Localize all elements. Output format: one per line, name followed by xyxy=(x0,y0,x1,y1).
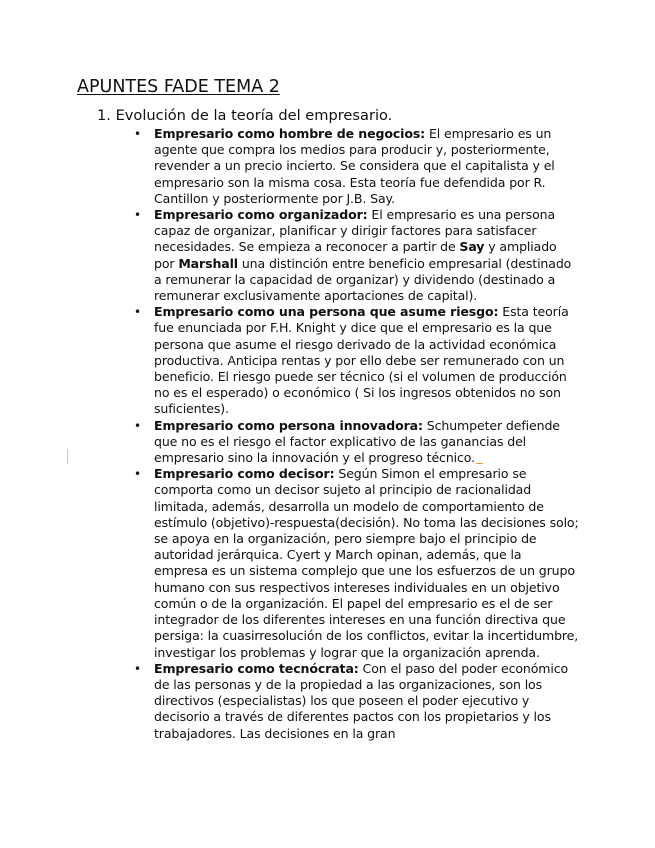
section-number: 1. xyxy=(97,107,111,124)
bullet-paragraph xyxy=(154,304,579,417)
list-item xyxy=(134,660,579,742)
document-title: APUNTES FADE TEMA 2 xyxy=(77,77,280,97)
bullet-paragraph xyxy=(154,661,579,742)
bullet-paragraph xyxy=(154,207,579,304)
bullet-body: El empresario es una persona capaz de organizar, planificar y dirigir factores para satisfacer necesidades. Se empieza a reconocer a partir de xyxy=(154,207,556,255)
bullet-term: Empresario como tecnócrata: xyxy=(154,660,359,676)
spellcheck-mark xyxy=(476,463,483,464)
bullet-icon: • xyxy=(134,418,142,433)
bullet-icon: • xyxy=(134,661,142,676)
list-item xyxy=(134,417,579,467)
bullet-icon: • xyxy=(134,305,142,320)
bullet-term: Empresario como organizador: xyxy=(154,207,368,223)
bullet-paragraph xyxy=(154,418,579,467)
bullet-list xyxy=(134,126,579,742)
bullet-term: Empresario como persona innovadora: xyxy=(154,417,423,433)
bullet-icon: • xyxy=(134,127,142,141)
list-item xyxy=(134,466,579,660)
bullet-body: Schumpeter defiende que no es el riesgo el factor explicativo de las ganancias del empresario sino la innovación y el progreso técnico. xyxy=(154,417,560,466)
section-title: Evolución de la teoría del empresario. xyxy=(115,107,393,124)
bullet-body: El empresario es un agente que compra los medios para producir y, posteriormente, revender a un precio incierto. Se considera que el capitalista y el empresario son la misma cosa. Esta teoría fue defendida por R. Cantillon y posteriormente por J.B. Say. xyxy=(154,126,555,206)
bullet-term: Empresario como hombre de negocios: xyxy=(154,126,426,141)
bold-name-marshall: Marshall xyxy=(178,255,238,271)
list-item xyxy=(134,304,579,417)
bullet-body: Con el paso del poder económico de las personas y de la propiedad a las organizaciones, son los directivos (especialistas) los que poseen el poder ejecutivo y decisorio a través de diferentes pactos con los propietarios y los trabajadores. Las decisiones en la gran xyxy=(154,660,569,741)
bullet-body: Según Simon el empresario se comporta como un decisor sujeto al principio de racionalidad limitada, además, desarrolla un modelo de comportamiento de estímulo (objetivo)-respuesta(decisión). No toma las decisiones solo; se apoya en la organización, pero siempre bajo el principio de autoridad jerárquica. Cyert y March opinan, además, que la empresa es un sistema complejo que une los esfuerzos de un grupo humano con sus respectivos intereses individuales en un objetivo común o de la organización. El papel del empresario es el de ser integrador de los diferentes intereses en una función directiva que persiga: la cuasirresolución de los conflictos, evitar la incertidumbre, investigar los problemas y lograr que la organización aprenda. xyxy=(154,466,579,660)
list-item xyxy=(134,207,579,304)
bold-name-say: Say xyxy=(459,239,485,255)
bullet-paragraph xyxy=(154,126,579,207)
text-cursor xyxy=(67,449,68,464)
section-heading xyxy=(97,106,392,125)
bullet-icon: • xyxy=(134,208,142,223)
bullet-body: y ampliado por xyxy=(154,239,557,271)
bullet-term: Empresario como decisor: xyxy=(154,466,335,482)
bullet-paragraph xyxy=(154,466,579,660)
bullet-body: una distinción entre beneficio empresarial (destinado a remunerar la capacidad de organizar) y dividendo (destinado a remunerar exclusivamente aportaciones de capital). xyxy=(154,255,572,304)
bullet-icon: • xyxy=(134,467,142,482)
list-item xyxy=(134,126,579,207)
bullet-body: Esta teoría fue enunciada por F.H. Knight y dice que el empresario es la que persona que asume el riesgo derivado de la actividad económica productiva. Anticipa rentas y por ello debe ser remunerado con un beneficio. El riesgo puede ser técnico (si el volumen de producción no es el esperado) o económico ( Si los ingresos obtenidos no son suficientes). xyxy=(154,304,569,417)
bullet-term: Empresario como una persona que asume riesgo: xyxy=(154,304,499,320)
